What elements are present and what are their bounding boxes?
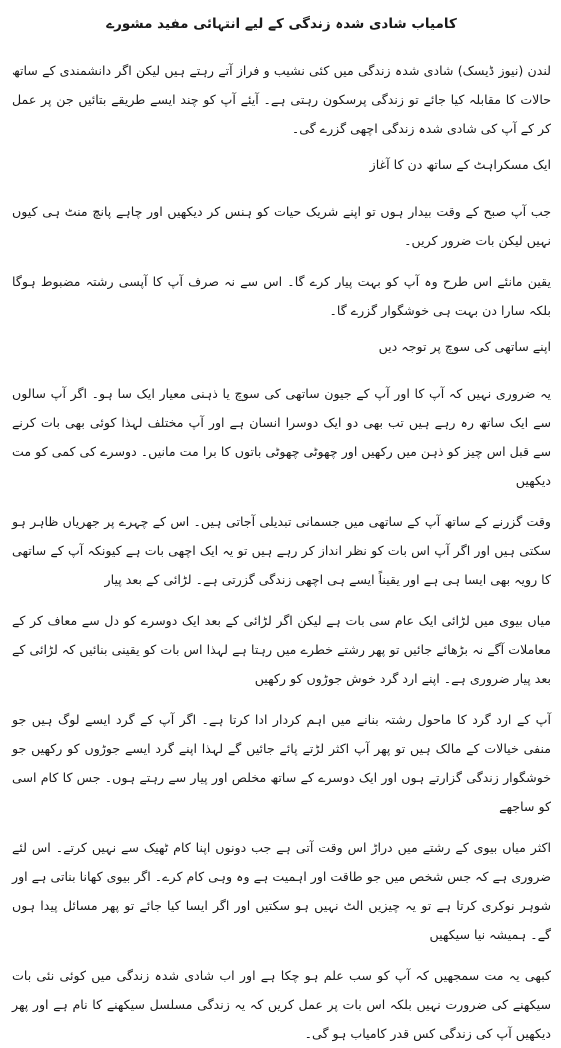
- intro-paragraph: لندن (نیوز ڈیسک) شادی شدہ زندگی میں کئی نشیب و فراز آتے رہتے ہیں لیکن اگر دانشمندی کے ساتھ حالات کا مقابلہ کیا جائے تو زندگی پرسکون رہتی ہے۔ آیئے آپ کو چند ایسے طریقے بتائیں جن پر عمل کر کے آپ کی شادی شدہ زندگی اچھی گزرے گی۔: [12, 63, 551, 136]
- paragraph-smile-2: یقین مانئے اس طرح وہ آپ کو بہت پیار کرے گا۔ اس سے نہ صرف آپ کا آپسی رشتہ مضبوط ہوگا بلکہ سارا دن بہت ہی خوشگوار گزرے گا۔: [12, 274, 551, 318]
- paragraph-smile-1: جب آپ صبح کے وقت بیدار ہوں تو اپنے شریک حیات کو ہنس کر دیکھیں اور چاہے پانچ منٹ ہی کیوں نہیں لیکن بات ضرور کریں۔: [12, 204, 551, 248]
- paragraph-surroundings: آپ کے ارد گرد کا ماحول رشتہ بنانے میں اہم کردار ادا کرتا ہے۔ اگر آپ کے گرد ایسے لوگ ہیں جو منفی خیالات کے مالک ہیں تو پھر آپ اکثر لڑتے پائے جائیں گے لہذا اپنے گرد ایسے جوڑوں کو رکھیں جو خوشگوار زندگی گزارتے ہوں اور ایک دوسرے کے ساتھ مخلص اور پیار سے رہتے ہوں۔ جس کا کام اسی کو ساجھے: [12, 712, 551, 814]
- paragraph-physical-change: وقت گزرنے کے ساتھ آپ کے ساتھی میں جسمانی تبدیلی آجاتی ہیں۔ اس کے چہرے پر جھریاں ظاہر ہو سکتی ہیں اور اگر آپ اس بات کو نظر انداز کر رہے ہیں تو یہ ایک اچھی بات ہے کیونکہ آپ کے ساتھی کا رویہ بھی ایسا ہی ہے اور یقیناً ایسے ہی اچھی زندگی گزرتی ہے۔ لڑائی کے بعد پیار: [12, 514, 551, 587]
- article-title: کامیاب شادی شدہ زندگی کے لیے انتہائی مفید مشورے: [106, 16, 457, 32]
- paragraph-keep-learning: کبھی یہ مت سمجھیں کہ آپ کو سب علم ہو چکا ہے اور اب شادی شدہ زندگی میں کوئی نئی بات سیکھنے کی ضرورت نہیں بلکہ اس بات پر عمل کریں کہ یہ زندگی مسلسل سیکھنے کا نام ہے اور پھر دیکھیں آپ کی زندگی کس قدر کامیاب ہو گی۔: [12, 968, 551, 1041]
- paragraph-roles: اکثر میاں بیوی کے رشتے میں دراڑ اس وقت آتی ہے جب دونوں اپنا کام ٹھیک سے نہیں کرتے۔ اس لئے ضروری ہے کہ جس شخص میں جو طاقت اور اہمیت ہے وہ وہی کام کرے۔ اگر بیوی کھانا بناتی ہے اور شوہر نوکری کرتا ہے تو یہ چیزیں الٹ نہیں ہو سکتیں اور اگر ایسا کیا جائے تو پھر مسائل پیدا ہوں گے۔ ہمیشہ نیا سیکھیں: [12, 840, 551, 942]
- paragraph-after-fight: میاں بیوی میں لڑائی ایک عام سی بات ہے لیکن اگر لڑائی کے بعد ایک دوسرے کو دل سے معاف کر کے معاملات آگے نہ بڑھائے جائیں تو پھر رشتے خطرے میں رہتا ہے لہذا اس بات کو یقینی بنائیں کہ لڑائی کے بعد پیار ضروری ہے۔ اپنے ارد گرد خوش جوڑوں کو رکھیں: [12, 613, 551, 686]
- paragraph-partner-thinking: یہ ضروری نہیں کہ آپ کا اور آپ کے جیون ساتھی کی سوچ یا ذہنی معیار ایک سا ہو۔ اگر آپ سالوں سے ایک ساتھ رہ رہے ہیں تب بھی دو ایک دوسرا انسان ہے اور آپ مختلف لہذا کوئی بھی بات کرنے سے قبل اس چیز کو ذہن میں رکھیں اور چھوٹی چھوٹی باتوں کا برا مت مانیں۔ دوسرے کی کمی کو مت دیکھیں: [12, 386, 551, 488]
- section-heading-smile: ایک مسکراہٹ کے ساتھ دن کا آغاز: [369, 157, 551, 172]
- section-heading-partner-thinking: اپنے ساتھی کی سوچ پر توجہ دیں: [378, 339, 551, 354]
